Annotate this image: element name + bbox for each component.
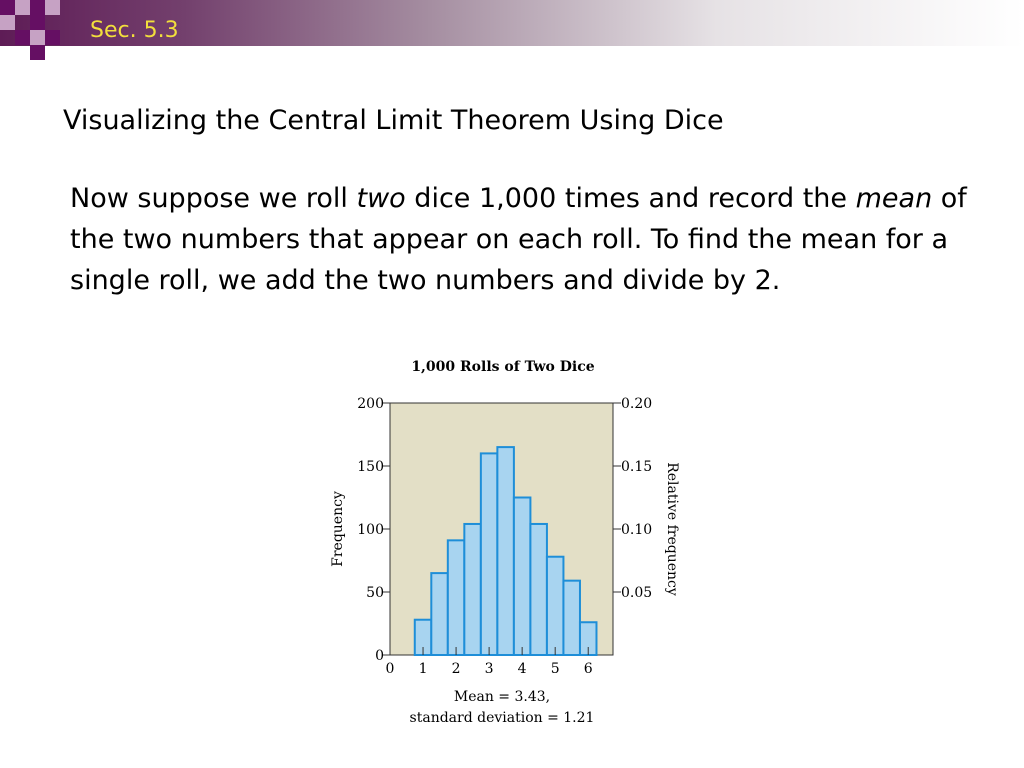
body-emphasis: mean <box>855 183 933 214</box>
chart-title: 1,000 Rolls of Two Dice <box>411 359 595 375</box>
histogram-bar <box>464 524 481 655</box>
body-text-part: dice 1,000 times and record the <box>405 183 856 214</box>
body-paragraph <box>70 178 970 301</box>
y2-tick-label: 0.15 <box>621 459 653 475</box>
y-tick-label: 0 <box>375 648 384 664</box>
x-tick-label: 4 <box>517 661 527 677</box>
logo-squares-icon <box>0 0 90 62</box>
logo-square <box>30 45 45 60</box>
x-tick-label: 6 <box>583 661 593 677</box>
histogram-bar <box>497 447 514 655</box>
y2-tick-label: 0.10 <box>621 522 653 538</box>
x-tick-label: 5 <box>550 661 560 677</box>
logo-square <box>45 0 60 15</box>
chart-annotation-sd: standard deviation = 1.21 <box>409 710 595 726</box>
logo-square <box>15 0 30 15</box>
histogram-bar <box>481 453 498 655</box>
section-label: Sec. 5.3 <box>90 18 179 43</box>
y2-tick-label: 0.05 <box>621 585 653 601</box>
y2-axis-ticks <box>613 396 652 601</box>
body-text-part: Now suppose we roll <box>70 183 357 214</box>
histogram-bar <box>530 524 547 655</box>
body-text-part: of the two numbers that appear on each roll. To find the mean for a single roll, we add the two numbers and divide by 2. <box>70 183 967 296</box>
slide-title: Visualizing the Central Limit Theorem Using Dice <box>63 105 724 136</box>
y2-axis-label: Relative frequency <box>664 462 680 596</box>
y-tick-label: 50 <box>366 585 384 601</box>
logo-square <box>45 30 60 45</box>
y-tick-label: 150 <box>357 459 384 475</box>
y-tick-label: 100 <box>357 522 384 538</box>
histogram-bar <box>514 498 531 656</box>
y-axis-label: Frequency <box>330 491 346 567</box>
histogram-bar <box>547 557 564 655</box>
y-axis-ticks <box>357 396 390 664</box>
x-tick-label: 0 <box>385 661 395 677</box>
x-tick-label: 2 <box>451 661 461 677</box>
histogram-bar <box>431 573 448 655</box>
logo-square <box>30 0 45 15</box>
x-tick-label: 1 <box>418 661 428 677</box>
logo-square <box>30 30 45 45</box>
y-tick-label: 200 <box>357 396 384 412</box>
logo-square <box>0 15 15 30</box>
histogram-chart <box>310 348 710 738</box>
chart-annotation-mean: Mean = 3.43, <box>453 689 551 705</box>
histogram-bar <box>563 581 580 655</box>
x-tick-label: 3 <box>484 661 494 677</box>
y2-tick-label: 0.20 <box>621 396 653 412</box>
histogram-bar <box>448 540 465 655</box>
logo-square <box>15 30 30 45</box>
logo-square <box>0 0 15 15</box>
body-emphasis: two <box>356 183 406 214</box>
logo-square <box>30 15 45 30</box>
